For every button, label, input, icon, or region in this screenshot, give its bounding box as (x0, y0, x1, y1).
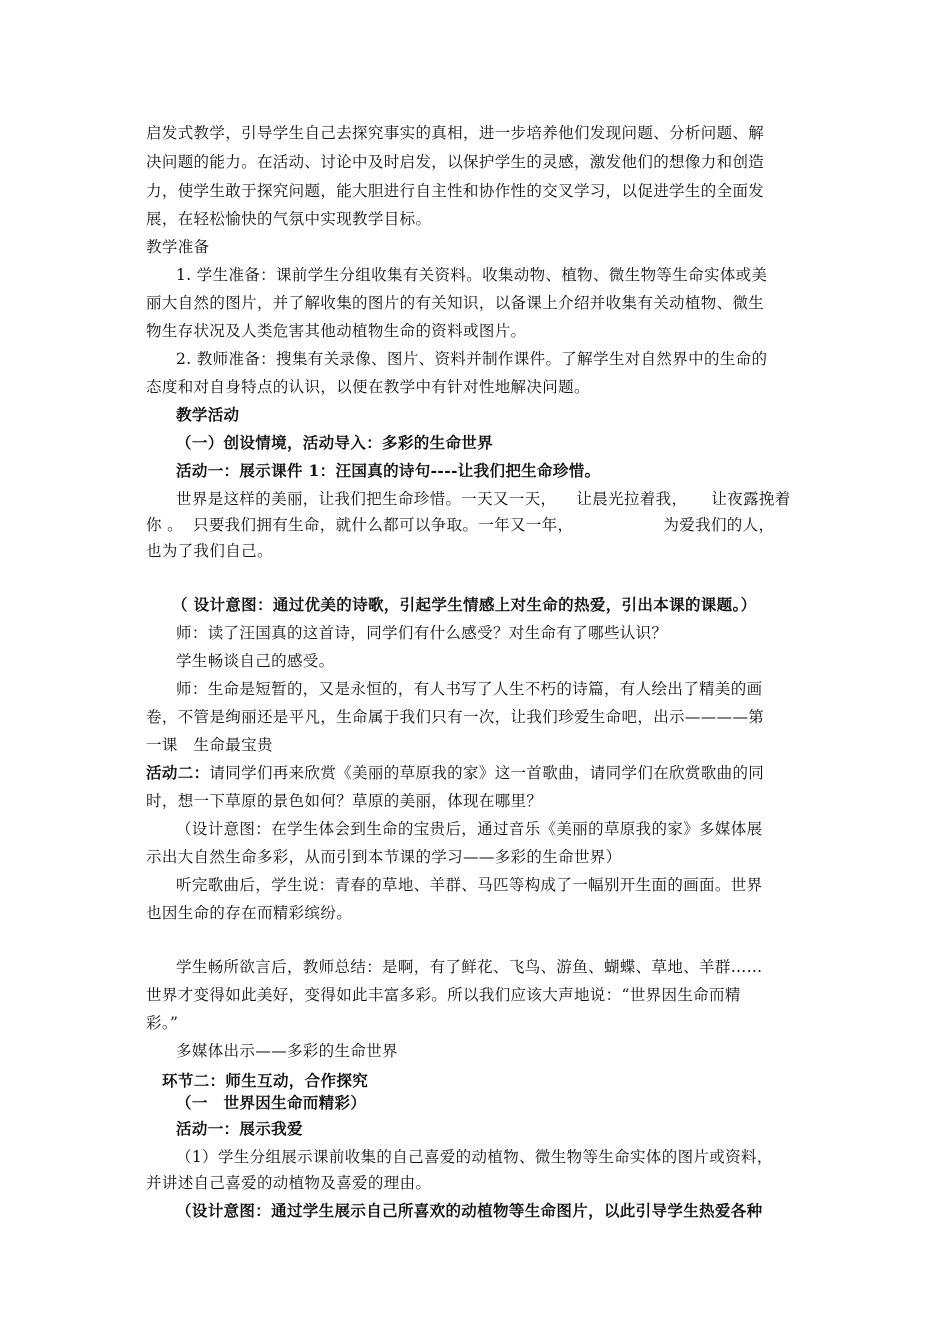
paragraph-line: 听完歌曲后，学生说：青春的草地、羊群、马匹等构成了一幅别开生面的画面。世界 (176, 876, 763, 894)
paragraph-line: 2. 教师准备：搜集有关录像、图片、资料并制作课件。了解学生对自然界中的生命的 (176, 350, 768, 368)
paragraph-line: 一课 生命最宝贵 (146, 736, 273, 754)
paragraph-line: 卷，不管是绚丽还是平凡，生命属于我们只有一次，让我们珍爱生命吧，出示————第 (146, 708, 765, 726)
design-intent: （设计意图：通过学生展示自己所喜欢的动植物等生命图片，以此引导学生热爱各种 (176, 1201, 763, 1220)
subsection-heading: （一）创设情境，活动导入：多彩的生命世界 (176, 433, 494, 452)
paragraph-line: 态度和对自身特点的认识，以便在教学中有针对性地解决问题。 (146, 378, 590, 396)
poem-line: 也为了我们自己。 (146, 542, 273, 560)
poem-text: 世界是这样的美丽，让我们把生命珍惜。一天又一天， (176, 490, 557, 508)
poem-text: 让夜露挽着 (711, 490, 791, 508)
paragraph-text: 请同学们再来欣赏《美丽的草原我的家》这一首歌曲，请同学们在欣赏歌曲的同 (209, 764, 765, 782)
poem-text: 为爱我们的人， (663, 516, 775, 534)
paragraph-line: 彩。” (146, 1014, 179, 1032)
paragraph-line: 时，想一下草原的景色如何？草原的美丽，体现在哪里？ (146, 792, 543, 810)
paragraph-line: 师：生命是短暂的，又是永恒的，有人书写了人生不朽的诗篇，有人绘出了精美的画 (176, 680, 763, 698)
poem-text: 让晨光拉着我， (576, 490, 688, 508)
paragraph-line (146, 762, 814, 784)
paragraph-line: 学生畅谈自己的感受。 (176, 652, 335, 670)
paragraph-line: 也因生命的存在而精彩缤纷。 (146, 904, 353, 922)
design-intent: （ 设计意图：通过优美的诗歌，引起学生情感上对生命的热爱，引出本课的课题。） (172, 595, 757, 614)
activity-heading: 活动一：展示课件 1：汪国真的诗句----让我们把生命珍惜。 (176, 461, 601, 480)
paragraph-line: 学生畅所欲言后，教师总结：是啊，有了鲜花、飞鸟、游鱼、蝴蝶、草地、羊群…… (176, 958, 763, 976)
paragraph-line: 1. 学生准备：课前学生分组收集有关资料。收集动物、植物、微生物等生命实体或美 (176, 266, 768, 284)
paragraph-line: 物生存状况及人类危害其他动植物生命的资料或图片。 (146, 322, 527, 340)
section-heading: 环节二：师生互动，合作探究 (162, 1071, 369, 1090)
paragraph-line: 世界才变得如此美好，变得如此丰富多彩。所以我们应该大声地说：“世界因生命而精 (146, 986, 741, 1004)
poem-line (176, 488, 816, 510)
activity-heading: 活动一：展示我爱 (176, 1119, 303, 1138)
poem-line (146, 514, 816, 536)
paragraph-line: （1）学生分组展示课前收集的自己喜爱的动植物、微生物等生命实体的图片或资料， (176, 1148, 773, 1166)
section-heading: 教学活动 (176, 405, 240, 424)
paragraph-line: 师：读了汪国真的这首诗，同学们有什么感受？对生命有了哪些认识？ (176, 624, 668, 642)
paragraph-line: 展，在轻松愉快的气氛中实现教学目标。 (146, 210, 432, 228)
paragraph-line: 并讲述自己喜爱的动植物及喜爱的理由。 (146, 1174, 432, 1192)
paragraph-line: 多媒体出示——多彩的生命世界 (176, 1042, 398, 1060)
paragraph-line: 示出大自然生命多彩，从而引到本节课的学习——多彩的生命世界） (146, 848, 622, 866)
poem-text: 只要我们拥有生命，就什么都可以争取。一年又一年， (192, 516, 574, 534)
subsection-heading: （一 世界因生命而精彩） (176, 1093, 367, 1112)
paragraph-line: 丽大自然的图片，并了解收集的图片的有关知识，以备课上介绍并收集有关动植物、微生 (146, 294, 765, 312)
poem-text: 你 。 (146, 516, 183, 534)
paragraph-line: 启发式教学，引导学生自己去探究事实的真相，进一步培养他们发现问题、分析问题、解 (146, 124, 765, 142)
paragraph-line: 力，使学生敢于探究问题，能大胆进行自主性和协作性的交叉学习，以促进学生的全面发 (146, 182, 765, 200)
activity-label: 活动二： (146, 763, 210, 782)
design-intent: （设计意图：在学生体会到生命的宝贵后，通过音乐《美丽的草原我的家》多媒体展 (176, 820, 763, 838)
section-heading: 教学准备 (146, 238, 210, 256)
paragraph-line: 决问题的能力。在活动、讨论中及时启发，以保护学生的灵感，激发他们的想像力和创造 (146, 153, 765, 171)
